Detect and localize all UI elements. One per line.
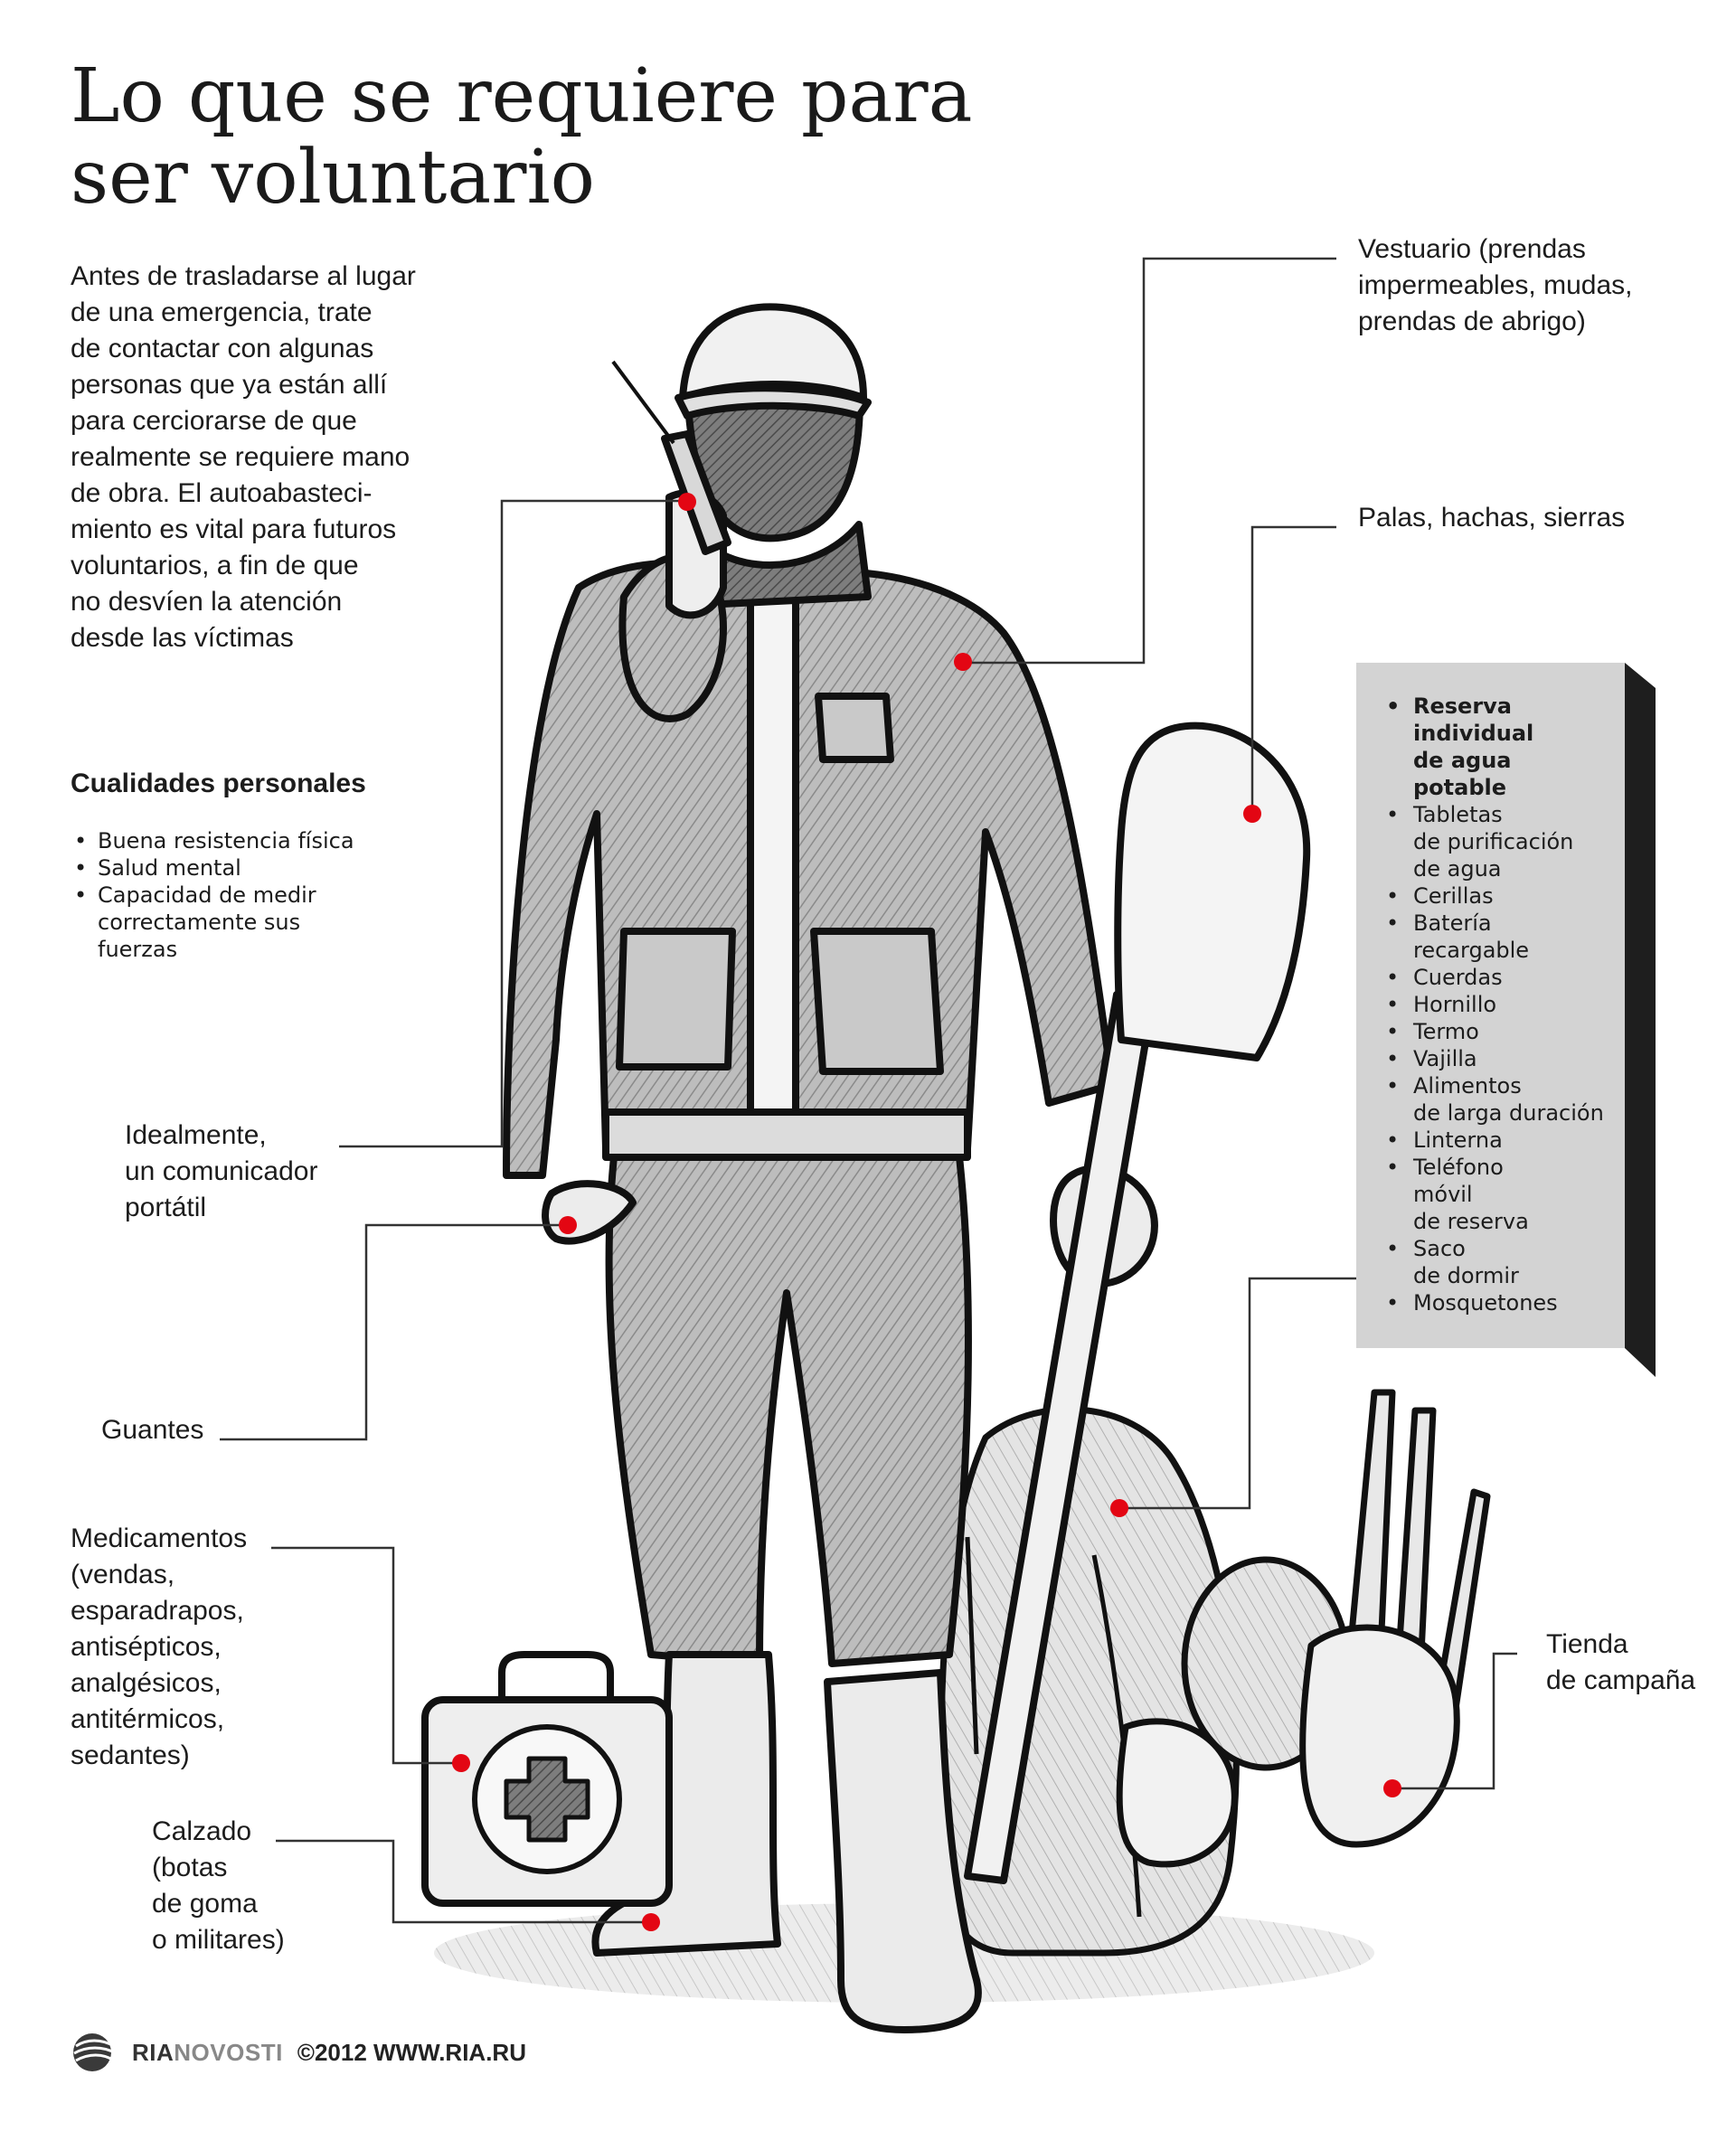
intro-line: de obra. El autoabasteci- xyxy=(71,478,373,508)
intro-line: desde las víctimas xyxy=(71,623,294,653)
intro-line: de contactar con algunas xyxy=(71,334,374,363)
label-line: o militares) xyxy=(152,1925,285,1955)
supply-text: • Cuerdas xyxy=(1413,965,1503,990)
supplies-list xyxy=(1386,693,1630,1316)
label-line: Calzado xyxy=(152,1816,252,1846)
label-line: de goma xyxy=(152,1889,258,1919)
supply-text: • Termo xyxy=(1413,1019,1479,1044)
supply-text: • Teléfono xyxy=(1413,1155,1504,1180)
marker-supplies xyxy=(1110,1499,1128,1517)
supply-item xyxy=(1386,1154,1630,1235)
marker-tools xyxy=(1243,805,1261,823)
label-line: de campaña xyxy=(1546,1665,1696,1695)
marker-radio xyxy=(678,493,696,511)
marker-gloves xyxy=(559,1216,577,1234)
label-line: esparadrapos, xyxy=(71,1596,244,1626)
supply-text: • Saco xyxy=(1413,1236,1466,1261)
supply-text: de agua xyxy=(1413,856,1502,882)
label-line: Medicamentos xyxy=(71,1523,248,1553)
quality-text: fuerzas xyxy=(98,937,178,962)
label-line: Guantes xyxy=(101,1415,204,1445)
label-line: sedantes) xyxy=(71,1740,190,1770)
label-line: Palas, hachas, sierras xyxy=(1358,503,1626,533)
intro-line: para cerciorarse de que xyxy=(71,406,357,436)
supply-text: recargable xyxy=(1413,938,1530,963)
intro-line: realmente se requiere mano xyxy=(71,442,410,472)
supply-item xyxy=(1386,1072,1630,1127)
supply-item xyxy=(1386,991,1630,1018)
label-line: Tienda xyxy=(1546,1629,1628,1659)
label-clothing xyxy=(1358,231,1632,340)
label-gloves xyxy=(101,1412,203,1448)
label-line: (vendas, xyxy=(71,1560,175,1589)
intro-line: no desvíen la atención xyxy=(71,587,343,617)
brand-dark: RIA xyxy=(132,2038,175,2066)
brand-light: NOVOSTI xyxy=(174,2038,283,2066)
supply-item xyxy=(1386,1018,1630,1045)
supply-text: de reserva xyxy=(1413,1209,1529,1234)
intro-line: personas que ya están allí xyxy=(71,370,388,400)
supply-text: • Cerillas xyxy=(1413,883,1494,909)
supply-text: • Vajilla xyxy=(1413,1046,1477,1071)
leader-clothing xyxy=(966,259,1336,663)
label-line: analgésicos, xyxy=(71,1668,222,1698)
intro-line: Antes de trasladarse al lugar xyxy=(71,261,416,291)
label-radio xyxy=(125,1118,317,1226)
supply-text: de dormir xyxy=(1413,1263,1519,1288)
quality-text: Buena resistencia física xyxy=(98,828,354,854)
supply-item xyxy=(1386,1127,1630,1154)
label-line: antisépticos, xyxy=(71,1632,222,1662)
footer xyxy=(71,2032,526,2073)
label-line: Vestuario (prendas xyxy=(1358,234,1586,264)
supply-item xyxy=(1386,1045,1630,1072)
supply-text: • Alimentos xyxy=(1413,1073,1522,1099)
label-line: impermeables, mudas, xyxy=(1358,270,1633,300)
supply-text: móvil xyxy=(1413,1182,1473,1207)
first-aid-kit xyxy=(425,1655,669,1903)
marker-medicine xyxy=(452,1754,470,1772)
quality-text: Capacidad de medir xyxy=(98,882,316,908)
label-footwear xyxy=(152,1814,285,1958)
quality-text: correctamente sus xyxy=(98,910,301,935)
supply-text: • Batería xyxy=(1413,910,1492,936)
supply-item xyxy=(1386,1235,1630,1289)
marker-clothing xyxy=(954,653,972,671)
title-line-2: ser voluntario xyxy=(71,135,596,221)
label-line: un comunicador xyxy=(125,1156,318,1186)
supply-text: de purificación xyxy=(1413,829,1574,854)
label-tent xyxy=(1546,1627,1695,1699)
supply-text: • Mosquetones xyxy=(1413,1290,1558,1316)
supply-text: de larga duración xyxy=(1413,1100,1604,1126)
supply-text: • Tabletas xyxy=(1413,802,1503,827)
label-line: Idealmente, xyxy=(125,1120,267,1150)
leader-gloves xyxy=(220,1225,570,1439)
supply-text: • Linterna xyxy=(1413,1127,1503,1153)
label-tools xyxy=(1358,500,1625,536)
copyright: ©2012 WWW.RIA.RU xyxy=(297,2038,526,2066)
label-medicine xyxy=(71,1521,247,1774)
title-line-1: Lo que se requiere para xyxy=(71,53,973,139)
intro-line: voluntarios, a fin de que xyxy=(71,551,359,580)
label-line: prendas de abrigo) xyxy=(1358,307,1586,336)
supply-item xyxy=(1386,801,1630,882)
marker-tent xyxy=(1383,1779,1401,1797)
ria-novosti-logo-icon xyxy=(71,2032,118,2073)
brand-name xyxy=(132,2039,283,2067)
label-line: portátil xyxy=(125,1193,207,1222)
qualities-heading: Cualidades personales xyxy=(71,769,366,798)
marker-footwear xyxy=(642,1913,660,1931)
label-line: (botas xyxy=(152,1853,228,1882)
supply-text: • Hornillo xyxy=(1413,992,1497,1017)
supply-text: • Reserva xyxy=(1413,693,1512,719)
supply-item xyxy=(1386,1289,1630,1316)
intro-line: miento es vital para futuros xyxy=(71,514,397,544)
intro-line: de una emergencia, trate xyxy=(71,297,373,327)
quality-text: Salud mental xyxy=(98,855,241,881)
supply-text: individual xyxy=(1413,721,1534,746)
label-line: antitérmicos, xyxy=(71,1704,225,1734)
supply-item xyxy=(1386,910,1630,964)
supply-text: potable xyxy=(1413,775,1507,800)
supply-item xyxy=(1386,882,1630,910)
supply-text: de agua xyxy=(1413,748,1512,773)
supply-item xyxy=(1386,693,1630,801)
supply-item xyxy=(1386,964,1630,991)
